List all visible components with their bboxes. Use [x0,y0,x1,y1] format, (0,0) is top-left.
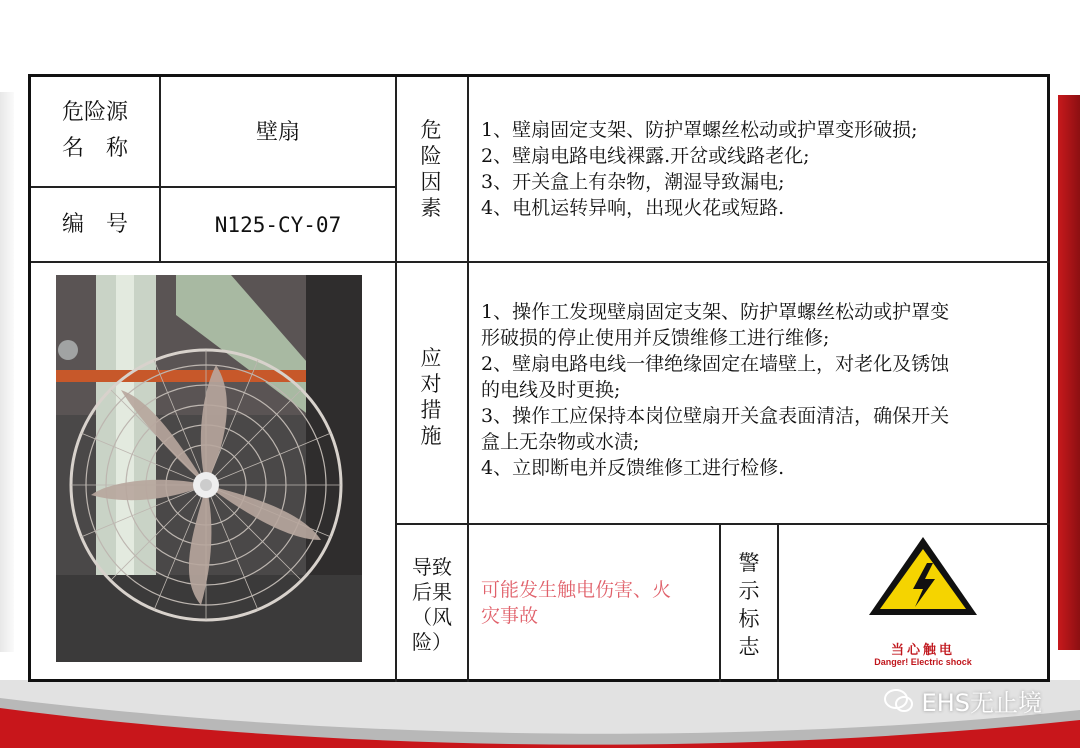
electric-shock-warning-icon [865,533,981,619]
divider [395,77,397,682]
label-char: 标 [738,607,760,631]
measure-line: 1、操作工发现壁扇固定支架、防护罩螺丝松动或护罩变 [481,301,950,323]
label-line: 险） [412,630,452,654]
divider [31,186,395,188]
consequence-label [399,555,465,655]
label-char: 素 [420,196,442,220]
label-char: 示 [738,579,760,603]
hazard-item: 2、壁扇电路电线裸露.开岔或线路老化; [481,145,810,167]
hazard-factors-label [413,117,449,221]
name-label-line1: 危险源 [61,100,128,125]
label-line: 导致 [412,555,452,579]
divider [777,523,779,682]
right-edge-decoration [1058,95,1080,650]
label-char: 应 [420,346,442,370]
label-char: 因 [420,170,442,194]
name-label [31,95,159,167]
hazard-item: 3、开关盒上有杂物，潮湿导致漏电; [481,171,785,193]
label-char: 危 [420,118,442,142]
divider [719,523,721,682]
code-value: N125-CY-07 [214,213,342,237]
sign-subtitle: Danger! Electric shock [874,657,972,667]
wall-fan-photo [56,275,362,662]
consequence-line: 灾事故 [481,605,539,627]
watermark-text: EHS无止境 [921,689,1042,717]
measures-list [481,299,1046,481]
measure-line: 形破损的停止使用并反馈维修工进行维修; [481,327,830,349]
sign-title: 当心触电 [890,643,955,658]
label-line: （风 [412,605,452,629]
label-char: 施 [420,424,442,448]
label-char: 志 [738,635,760,659]
warning-sign-label [731,549,767,661]
measure-line: 的电线及时更换; [481,379,621,401]
name-label-line2: 名 称 [61,136,128,161]
hazard-item: 4、电机运转异响，出现火花或短路. [481,197,785,219]
hazard-list [481,117,1046,221]
divider [395,523,1050,525]
consequence-line: 可能发生触电伤害、火 [481,579,672,601]
name-value: 壁扇 [255,120,300,145]
left-edge-decoration [0,92,14,652]
label-char: 险 [420,144,442,168]
measure-line: 3、操作工应保持本岗位壁扇开关盒表面清洁，确保开关 [481,405,950,427]
label-char: 措 [420,398,442,422]
consequence-text [481,577,717,629]
code-label: 编 号 [61,212,128,237]
divider [467,77,469,682]
measure-line: 2、壁扇电路电线一律绝缘固定在墙壁上，对老化及锈蚀 [481,353,950,375]
countermeasures-label [413,345,449,449]
measure-line: 4、立即断电并反馈维修工进行检修. [481,457,785,479]
divider [31,261,1050,263]
hazard-card [28,74,1050,682]
label-line: 后果 [412,580,452,604]
label-char: 警 [738,551,760,575]
measure-line: 盒上无杂物或水渍; [481,431,640,453]
watermark [884,683,1042,718]
hazard-item: 1、壁扇固定支架、防护罩螺丝松动或护罩变形破损; [481,119,918,141]
wechat-icon [884,688,914,714]
label-char: 对 [420,372,442,396]
